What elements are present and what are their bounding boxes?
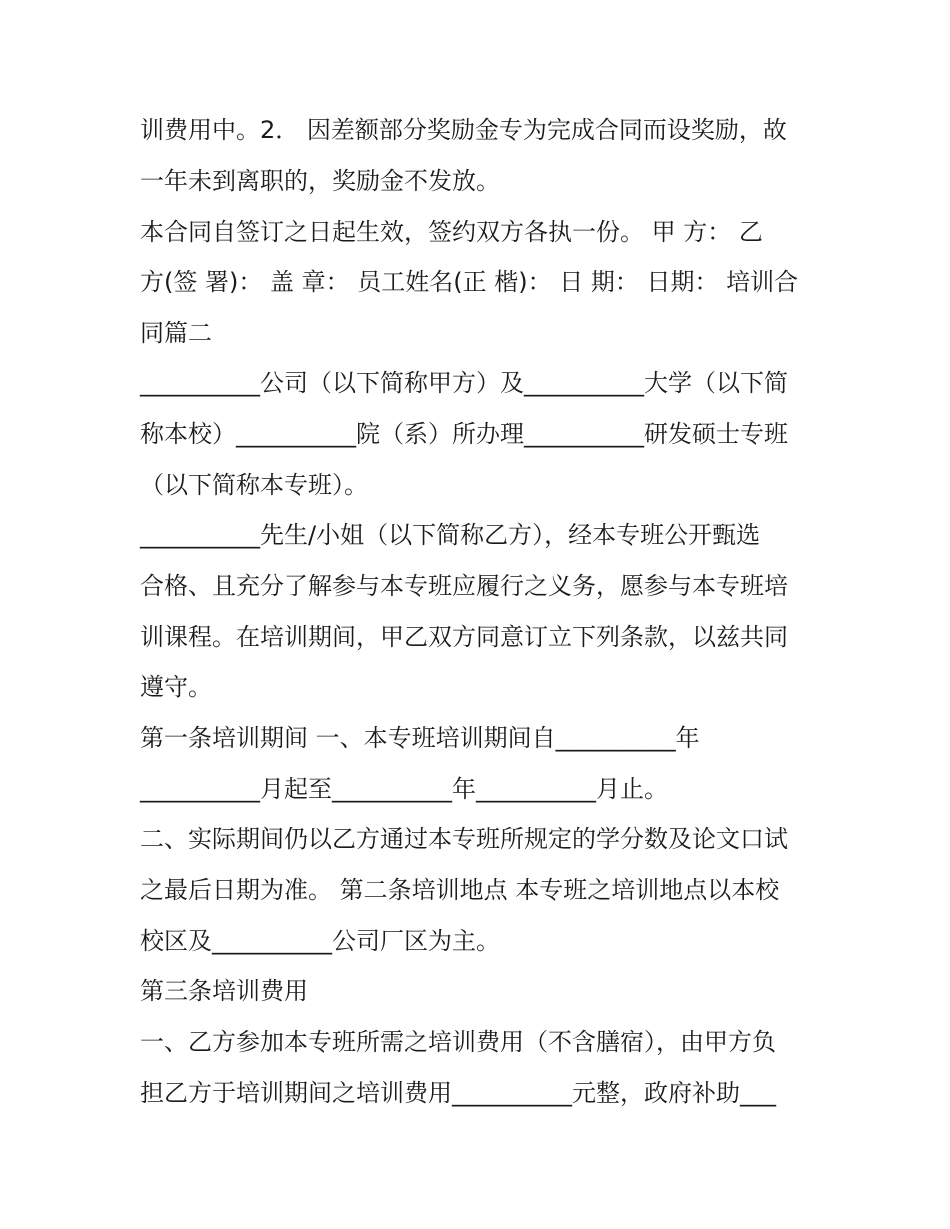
text-line: 遵守。	[140, 673, 212, 701]
text-line: 同篇二	[140, 319, 212, 347]
text-line: 第一条培训期间 一、本专班培训期间自__________年	[140, 724, 700, 752]
text-line: 训课程。在培训期间，甲乙双方同意订立下列条款，以兹共同	[140, 623, 788, 651]
text-line: 之最后日期为准。 第二条培训地点 本专班之培训地点以本校	[140, 876, 780, 904]
text-line: __________月起至__________年__________月止。	[140, 775, 668, 803]
text-line: 校区及__________公司厂区为主。	[140, 927, 500, 955]
text-line: 训费用中。2． 因差额部分奖励金专为完成合同而设奖励，故	[140, 116, 787, 144]
text-line: 称本校）__________院（系）所办理__________研发硕士专班	[140, 420, 788, 448]
text-line: 方(签 署)： 盖 章： 员工姓名(正 楷)： 日 期： 日期： 培训合	[140, 268, 799, 296]
text-line: 一年未到离职的，奖励金不发放。	[140, 167, 500, 195]
text-line: __________公司（以下简称甲方）及__________大学（以下简	[140, 369, 788, 397]
text-line: __________先生/小姐（以下简称乙方），经本专班公开甄选	[140, 521, 761, 549]
text-line: 一、乙方参加本专班所需之培训费用（不含膳宿），由甲方负	[140, 1028, 776, 1056]
text-line: （以下简称本专班）。	[140, 471, 368, 499]
text-line: 二、实际期间仍以乙方通过本专班所规定的学分数及论文口试	[140, 825, 788, 853]
text-line: 第三条培训费用	[140, 977, 308, 1005]
text-line: 本合同自签订之日起生效，签约双方各执一份。 甲 方： 乙	[140, 218, 763, 246]
text-line: 合格、且充分了解参与本专班应履行之义务，愿参与本专班培	[140, 572, 788, 600]
text-line: 担乙方于培训期间之培训费用__________元整，政府补助___	[140, 1079, 776, 1107]
